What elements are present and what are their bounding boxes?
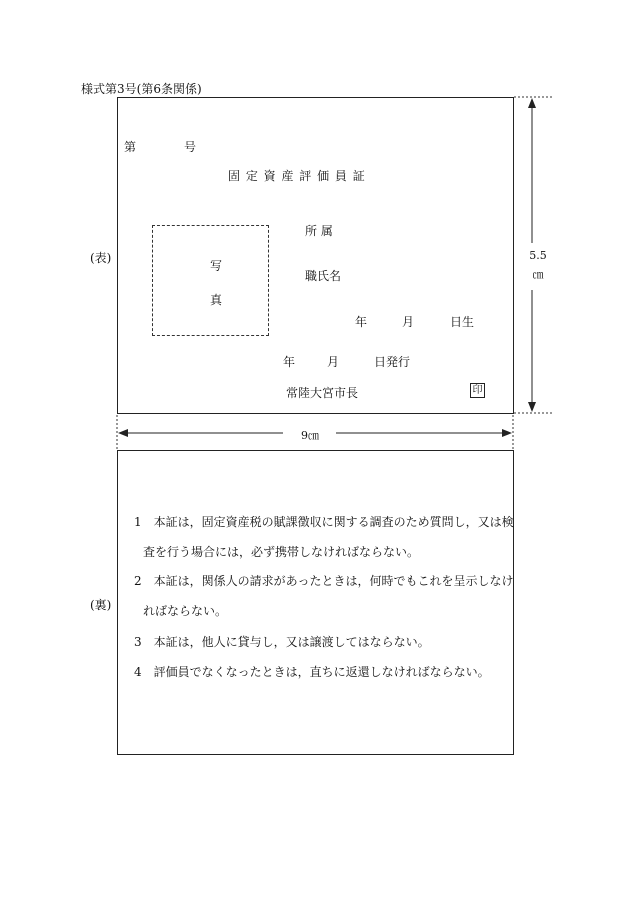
issuer: 常陸大宮市長 [286,386,359,400]
back-side-label: (裏) [90,598,112,612]
width-label: 9㎝ [301,429,319,442]
birth-year: 年 [355,315,368,329]
back-item-3-line1: 3 本証は，他人に貸与し，又は譲渡してはならない。 [134,635,430,649]
photo-char-2: 真 [210,293,223,307]
issue-month: 月 [327,355,340,369]
birth-month: 月 [402,315,415,329]
affiliation-label: 所 属 [305,224,333,238]
photo-char-1: 写 [210,259,223,273]
back-item-2-line1: 2 本証は，関係人の請求があったときは，何時でもこれを呈示しなけ [134,574,514,588]
number-suffix: 号 [184,140,197,154]
name-label: 職氏名 [305,269,342,283]
height-value: 5.5 [529,249,547,262]
back-item-4-line1: 4 評価員でなくなったときは，直ちに返還しなければならない。 [134,665,490,679]
issue-day: 日発行 [374,355,411,369]
back-item-1-line2: 査を行う場合には，必ず携帯しなければならない。 [143,545,420,559]
issue-year: 年 [283,355,296,369]
card-title: 固 定 資 産 評 価 員 証 [228,169,366,183]
back-item-2-line2: ればならない。 [143,604,228,618]
number-prefix: 第 [124,140,137,154]
front-side-label: (表) [90,251,112,265]
height-unit: ㎝ [532,268,544,281]
form-label: 様式第3号(第6条関係) [81,82,202,96]
birth-day: 日生 [450,315,475,329]
back-item-1-line1: 1 本証は，固定資産税の賦課徴収に関する調査のため質問し，又は検 [134,515,514,529]
seal-mark: 印 [470,383,485,398]
